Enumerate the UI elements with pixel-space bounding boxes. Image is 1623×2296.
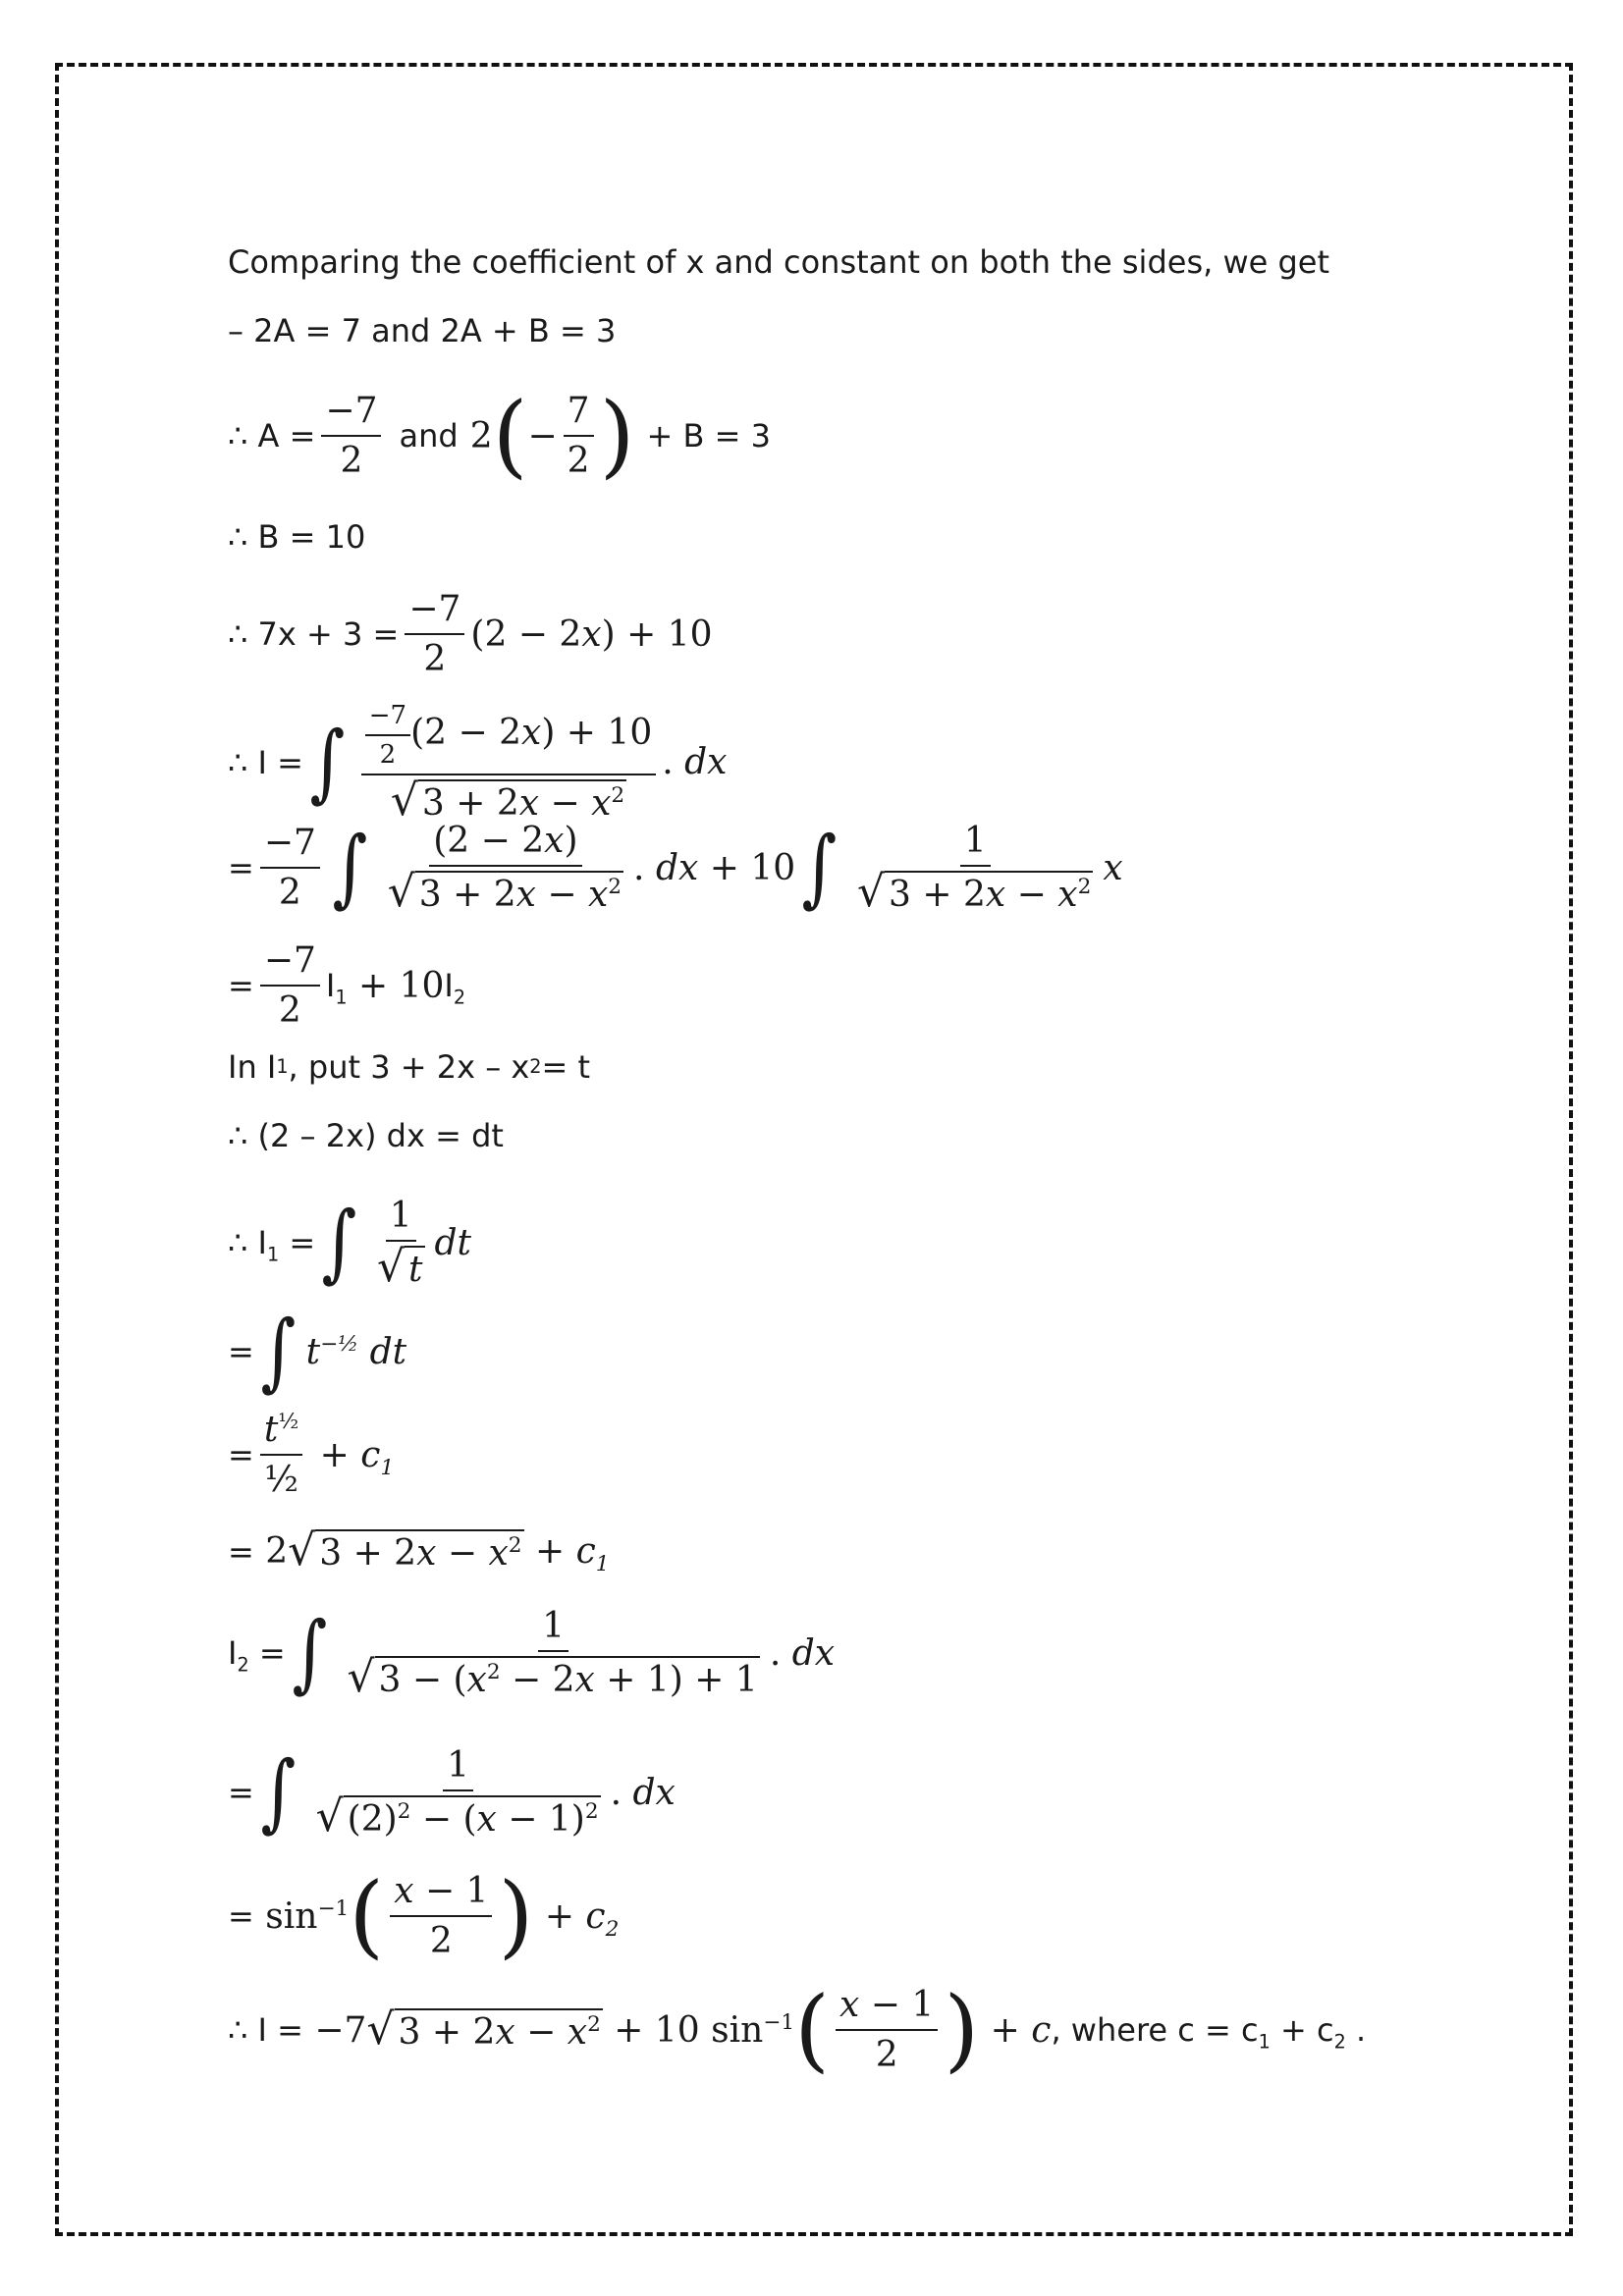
text-differential <box>228 1117 504 1154</box>
label: ∴ I = <box>228 743 303 781</box>
text: ∴ (2 – 2x) dx = dt <box>228 1117 504 1154</box>
equation-I1-result: = 2 √ $3 + 2x - x^2$ + $c_1$ <box>228 1525 610 1577</box>
text-comparing <box>228 243 1329 281</box>
label: ∴ I <box>228 1224 267 1261</box>
fraction: $\frac{7}{2}$ <box>564 391 594 481</box>
text: = t <box>541 1048 591 1086</box>
label: = <box>228 1333 254 1370</box>
label: I <box>228 1634 238 1672</box>
text: . <box>1345 2011 1367 2049</box>
fraction: 1 √ $(2)^2 - (x - 1)^2$ <box>315 1745 599 1842</box>
label: + B = 3 <box>646 417 771 454</box>
label: = <box>228 1532 254 1571</box>
fraction: $\frac{-7}{2}$ <box>321 391 381 481</box>
label: ∴ 7x + 3 = <box>228 615 400 653</box>
equation-final: ∴ I = −7 √ $3 + 2x - x^2$ + 10 $\sin^{-1}$ ( $\frac{x - 1}{2}$ ) + c , where $c = c_1 + c_2$ . <box>228 1977 1367 2082</box>
equation-A: ∴ A = $\frac{-7}{2}$ and 2 ( − $\frac{7}{2}$ ) + B = 3 <box>228 383 771 488</box>
label: = <box>228 1774 254 1811</box>
equation-split: = $\frac{-7}{2}$ ∫ (2 − 2x) √ $3 + 2x - x^2$ . dx + 10 ∫ 1 √ $3 + 2x - x^2$ x <box>228 819 1123 917</box>
text: ∴ B = 10 <box>228 518 366 556</box>
label: = <box>228 849 254 886</box>
text: 1 <box>266 1243 280 1266</box>
text-equations <box>228 312 616 349</box>
fraction: 1 √ t <box>376 1196 423 1292</box>
fraction: $\frac{x - 1}{2}$ <box>836 1985 938 2075</box>
equation-antiderivative: = $\frac{t^{\frac{1}{2}}}{\text{½}}$ + $c_1$ <box>228 1410 395 1500</box>
label: = <box>228 1897 254 1935</box>
label: = <box>228 967 254 1004</box>
fraction: (2 − 2x) √ $3 + 2x - x^2$ <box>387 821 622 917</box>
label: = <box>228 1436 254 1473</box>
equation-7x: ∴ 7x + 3 = $\frac{-7}{2}$ (2 − 2x) + 10 <box>228 589 713 679</box>
text: , put 3 + 2x – x <box>288 1048 530 1086</box>
fraction: $\frac{-7}{2}$ (2 − 2x) + 10 √ $3 + 2x - x^2$ <box>361 701 656 824</box>
text: , where c = c <box>1051 2011 1259 2049</box>
text-B <box>228 518 365 556</box>
fraction: 1 √ $3 - (x^2 - 2x + 1) + 1$ <box>347 1606 758 1702</box>
equation-I2-form: = ∫ 1 √ $(2)^2 - (x - 1)^2$ . dx <box>228 1743 676 1842</box>
equation-I1: ∴ $I_1$ = ∫ 1 √ t dt <box>228 1194 472 1292</box>
text: 1 <box>1258 2030 1271 2054</box>
equation-power: = ∫ $t^{-\frac{1}{2}}$ dt <box>228 1303 407 1401</box>
label: ∴ A = <box>228 417 316 454</box>
label: ∴ I = <box>228 2011 303 2049</box>
fraction: 1 √ $3 + 2x - x^2$ <box>856 821 1092 917</box>
text: + c <box>1270 2011 1334 2049</box>
label: and <box>399 417 459 454</box>
fraction: $\frac{t^{\frac{1}{2}}}{\text{½}}$ <box>260 1410 302 1500</box>
text: 2 <box>1333 2030 1346 2054</box>
text: – 2A = 7 and 2A + B = 3 <box>228 312 617 349</box>
fraction: $\frac{-7}{2}$ <box>260 940 320 1031</box>
fraction: $\frac{x - 1}{2}$ <box>390 1871 492 1961</box>
fraction: $\frac{-7}{2}$ <box>260 823 320 913</box>
equation-I2: $I_2$ = ∫ 1 √ $3 - (x^2 - 2x + 1) + 1$ . dx <box>228 1604 836 1702</box>
text: 2 <box>237 1653 249 1677</box>
equation-I: ∴ I = ∫ $\frac{-7}{2}$ (2 − 2x) + 10 √ $3 + 2x - x^2$ . dx <box>228 701 728 826</box>
text: Comparing the coefficient of x and constant on both the sides, we get <box>228 243 1330 281</box>
text: In I <box>228 1048 277 1086</box>
text-substitution: In I 1 , put 3 + 2x – x 2 = t <box>228 1048 591 1086</box>
equation-I1-I2: = $\frac{-7}{2}$ $I_1$ + 10 $I_2$ <box>228 940 466 1031</box>
fraction: $\frac{-7}{2}$ <box>405 589 464 679</box>
equation-I2-result: = $\sin^{-1}$ ( $\frac{x - 1}{2}$ ) + $c_2$ <box>228 1863 620 1968</box>
